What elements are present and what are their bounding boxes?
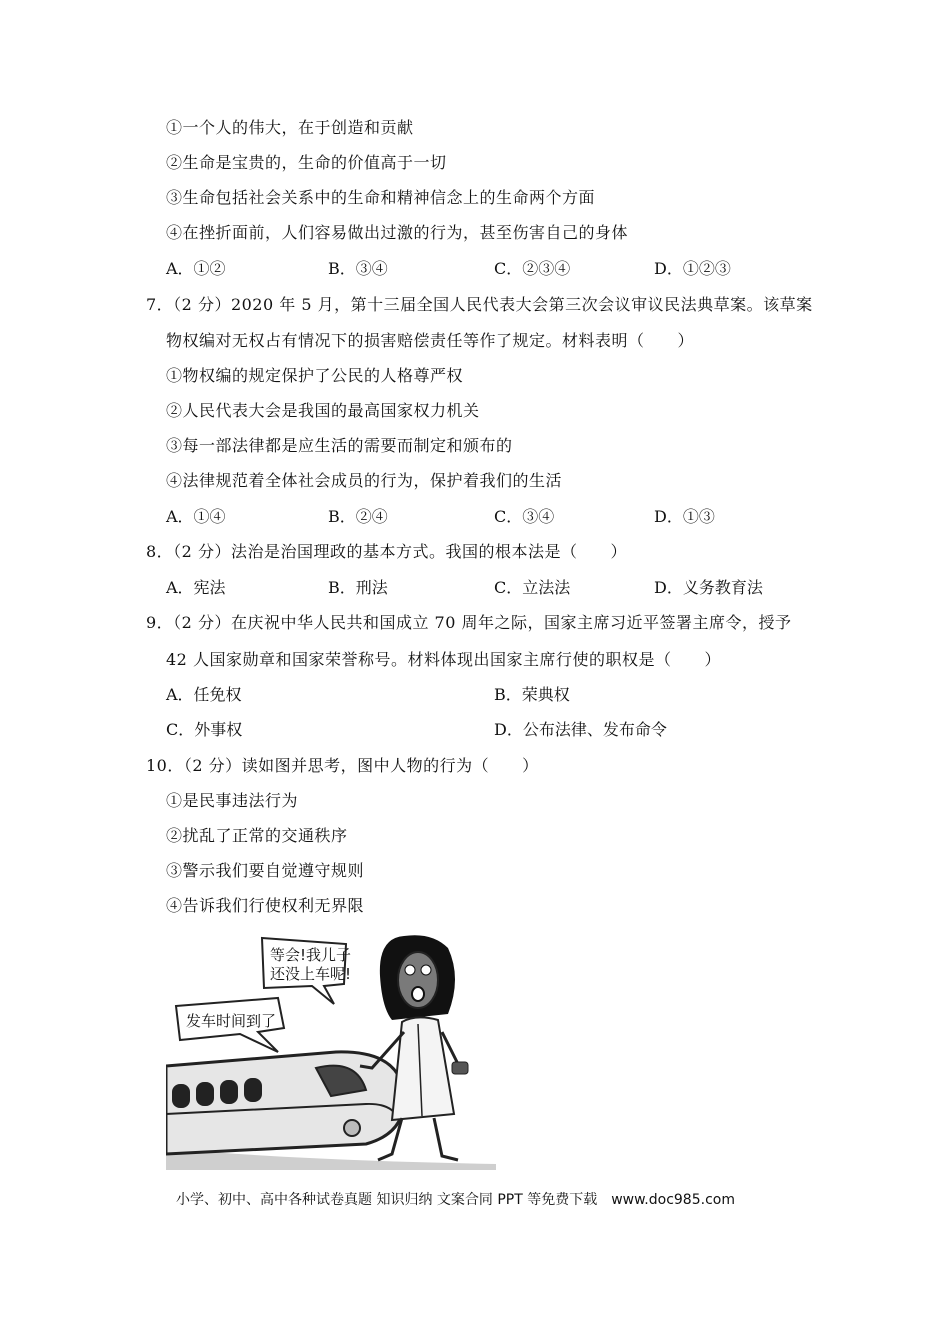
q6-option-a: A．①② bbox=[166, 259, 226, 278]
q6-option-c: C．②③④ bbox=[494, 259, 571, 278]
q10-statement-4: ④告诉我们行使权利无界限 bbox=[166, 896, 365, 915]
q6-statement-4: ④在挫折面前，人们容易做出过激的行为，甚至伤害自己的身体 bbox=[166, 223, 629, 242]
woman-bubble-line2: 还没上车呢! bbox=[270, 965, 352, 983]
q9-stem-line1: 9．（2 分）在庆祝中华人民共和国成立 70 周年之际，国家主席习近平签署主席令，授予 bbox=[146, 613, 792, 632]
q9-option-d: D．公布法律、发布命令 bbox=[494, 720, 667, 739]
q6-option-d: D．①②③ bbox=[654, 259, 731, 278]
q7-option-a: A．①④ bbox=[166, 507, 226, 526]
q7-option-b: B．②④ bbox=[328, 507, 388, 526]
q6-statement-1: ①一个人的伟大，在于创造和贡献 bbox=[166, 118, 414, 137]
q7-stem-line2: 物权编对无权占有情况下的损害赔偿责任等作了规定。材料表明（ ） bbox=[166, 331, 695, 350]
q10-statement-2: ②扰乱了正常的交通秩序 bbox=[166, 826, 348, 845]
q7-statement-2: ②人民代表大会是我国的最高国家权力机关 bbox=[166, 401, 480, 420]
q6-option-b: B．③④ bbox=[328, 259, 388, 278]
page-footer: 小学、初中、高中各种试卷真题 知识归纳 文案合同 PPT 等免费下载 www.doc985.com bbox=[176, 1192, 735, 1208]
q8-option-c: C．立法法 bbox=[494, 578, 571, 597]
q8-option-a: A．宪法 bbox=[166, 578, 226, 597]
q9-option-c: C．外事权 bbox=[166, 720, 243, 739]
q6-statement-2: ②生命是宝贵的，生命的价值高于一切 bbox=[166, 153, 447, 172]
q7-stem-line1: 7．（2 分）2020 年 5 月，第十三届全国人民代表大会第三次会议审议民法典草案。该草案 bbox=[146, 295, 813, 314]
q7-statement-3: ③每一部法律都是应生活的需要而制定和颁布的 bbox=[166, 436, 513, 455]
woman-bubble-line1: 等会!我儿子 bbox=[270, 946, 352, 964]
q10-stem: 10．（2 分）读如图并思考，图中人物的行为（ ） bbox=[146, 756, 539, 775]
q8-stem: 8．（2 分）法治是治国理政的基本方式。我国的根本法是（ ） bbox=[146, 542, 627, 561]
q10-statement-3: ③警示我们要自觉遵守规则 bbox=[166, 861, 365, 880]
q7-option-c: C．③④ bbox=[494, 507, 555, 526]
train-bubble-text: 发车时间到了 bbox=[186, 1012, 277, 1030]
q6-statement-3: ③生命包括社会关系中的生命和精神信念上的生命两个方面 bbox=[166, 188, 596, 207]
q7-statement-4: ④法律规范着全体社会成员的行为，保护着我们的生活 bbox=[166, 471, 563, 490]
q10-statement-1: ①是民事违法行为 bbox=[166, 791, 299, 810]
q9-option-a: A．任免权 bbox=[166, 685, 242, 704]
q9-stem-line2: 42 人国家勋章和国家荣誉称号。材料体现出国家主席行使的职权是（ ） bbox=[166, 650, 721, 669]
q8-option-b: B．刑法 bbox=[328, 578, 388, 597]
q7-option-d: D．①③ bbox=[654, 507, 715, 526]
q9-option-b: B．荣典权 bbox=[494, 685, 570, 704]
cartoon-illustration bbox=[166, 928, 496, 1170]
q7-statement-1: ①物权编的规定保护了公民的人格尊严权 bbox=[166, 366, 464, 385]
q8-option-d: D．义务教育法 bbox=[654, 578, 763, 597]
